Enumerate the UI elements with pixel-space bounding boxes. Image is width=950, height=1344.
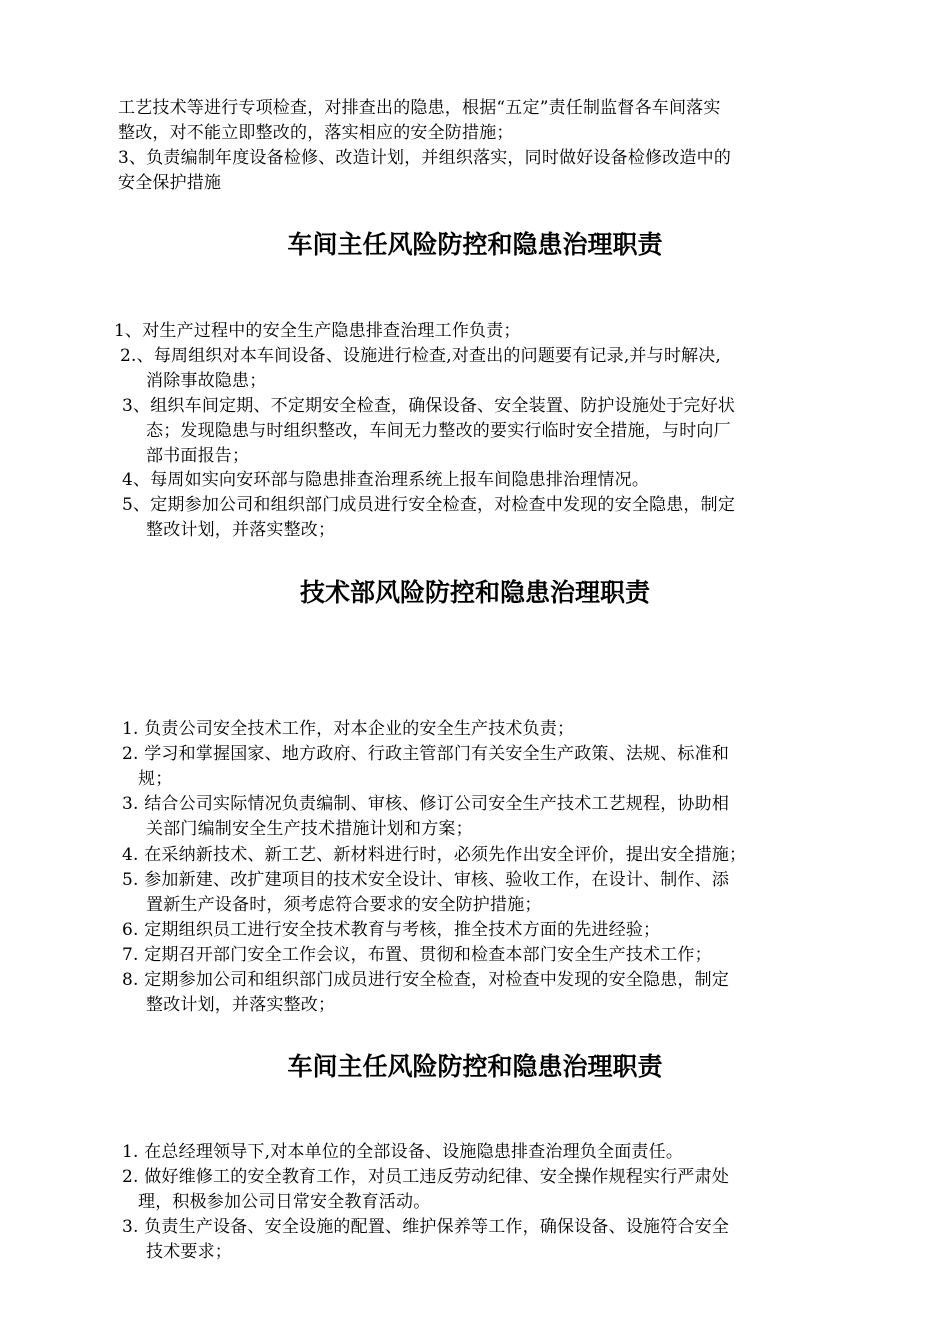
intro-line-2: 整改，对不能立即整改的，落实相应的安全防措施； <box>118 123 514 143</box>
section2-line-4: 3. 结合公司实际情况负责编制、审核、修订公司安全生产技术工艺规程，协助相 <box>122 794 730 814</box>
section1-title: 车间主任风险防控和隐患治理职责 <box>287 230 663 259</box>
section1-line-2: 2.、每周组织对本车间设备、设施进行检查,对查出的问题要有记录,并与时解决, <box>120 346 722 366</box>
section1-line-4: 3、组织车间定期、不定期安全检查，确保设备、安全装置、防护设施处于完好状 <box>122 396 736 416</box>
intro-line-3: 3、负责编制年度设备检修、改造计划，并组织落实，同时做好设备检修改造中的 <box>118 148 732 168</box>
section1-line-1: 1、对生产过程中的安全生产隐患排查治理工作负责； <box>114 321 521 341</box>
section2-line-10: 7. 定期召开部门安全工作会议，布置、贯彻和检查本部门安全生产技术工作； <box>122 945 712 965</box>
section2-line-5: 关部门编制安全生产技术措施计划和方案； <box>146 819 473 839</box>
section3-title: 车间主任风险防控和隐患治理职责 <box>287 1052 663 1081</box>
section2-line-7: 5. 参加新建、改扩建项目的技术安全设计、审核、验收工作，在设计、制作、添 <box>122 870 730 890</box>
intro-line-4: 安全保护措施 <box>118 173 222 193</box>
section2-line-3: 规； <box>138 769 173 789</box>
section2-title: 技术部风险防控和隐患治理职责 <box>299 578 650 607</box>
section1-line-5: 态；发现隐患与时组织整改，车间无力整改的要实行临时安全措施，与时向厂 <box>146 421 731 441</box>
section2-line-9: 6. 定期组织员工进行安全技术教育与考核，推全技术方面的先进经验； <box>122 920 661 940</box>
intro-line-1: 工艺技术等进行专项检查，对排查出的隐患，根据“五定”责任制监督各车间落实 <box>118 98 721 118</box>
section2-line-12: 整改计划，并落实整改； <box>146 995 336 1015</box>
section1-line-3: 消除事故隐患； <box>146 371 267 391</box>
section3-line-2: 2. 做好维修工的安全教育工作，对员工违反劳动纪律、安全操作规程实行严肃处 <box>122 1167 730 1187</box>
section1-line-8: 5、定期参加公司和组织部门成员进行安全检查，对检查中发现的安全隐患，制定 <box>122 495 736 515</box>
section3-line-5: 技术要求； <box>146 1242 232 1262</box>
section2-line-6: 4. 在采纳新技术、新工艺、新材料进行时，必须先作出安全评价，提出安全措施； <box>122 845 747 865</box>
section3-line-4: 3. 负责生产设备、安全设施的配置、维护保养等工作，确保设备、设施符合安全 <box>122 1217 730 1237</box>
section2-line-2: 2. 学习和掌握国家、地方政府、行政主管部门有关安全生产政策、法规、标准和 <box>122 744 730 764</box>
section2-line-11: 8. 定期参加公司和组织部门成员进行安全检查，对检查中发现的安全隐患，制定 <box>122 970 730 990</box>
section2-line-1: 1. 负责公司安全技术工作，对本企业的安全生产技术负责； <box>122 719 575 739</box>
section2-line-8: 置新生产设备时，须考虑符合要求的安全防护措施； <box>146 895 542 915</box>
section1-line-6: 部书面报告； <box>146 446 250 466</box>
section3-line-3: 理，积极参加公司日常安全教育活动。 <box>138 1192 431 1212</box>
section1-line-9: 整改计划，并落实整改； <box>146 520 336 540</box>
section3-line-1: 1. 在总经理领导下,对本单位的全部设备、设施隐患排查治理负全面责任。 <box>122 1142 684 1162</box>
section1-line-7: 4、每周如实向安环部与隐患排查治理系统上报车间隐患排治理情况。 <box>122 470 650 490</box>
